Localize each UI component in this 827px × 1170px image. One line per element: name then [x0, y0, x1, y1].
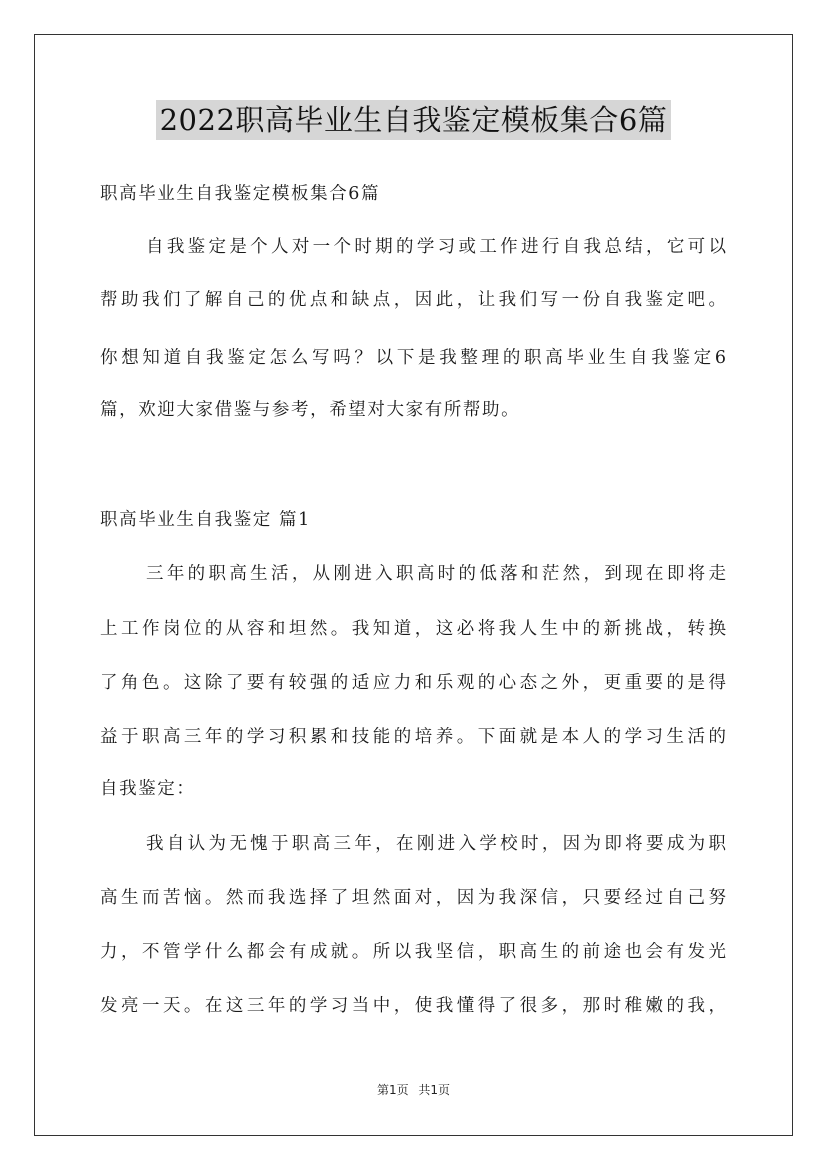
page-number: 第1页	[376, 1083, 409, 1097]
subtitle-line: 职高毕业生自我鉴定模板集合6篇	[100, 184, 381, 204]
page-total: 共1页	[418, 1083, 451, 1097]
intro-line-2: 帮助我们了解自己的优点和缺点，因此，让我们写一份自我鉴定吧。	[100, 290, 726, 310]
body-line-5: 自我鉴定：	[100, 779, 196, 799]
page-footer	[0, 1082, 827, 1098]
body-line-1: 三年的职高生活，从刚进入职高时的低落和茫然，到现在即将走	[146, 564, 726, 584]
intro-line-1: 自我鉴定是个人对一个时期的学习或工作进行自我总结，它可以	[146, 237, 726, 257]
body-line-6: 我自认为无愧于职高三年，在刚进入学校时，因为即将要成为职	[146, 834, 726, 854]
intro-line-4: 篇，欢迎大家借鉴与参考，希望对大家有所帮助。	[100, 400, 521, 420]
intro-line-3: 你想知道自我鉴定怎么写吗？以下是我整理的职高毕业生自我鉴定6	[100, 348, 726, 368]
body-line-3: 了角色。这除了要有较强的适应力和乐观的心态之外，更重要的是得	[100, 673, 726, 693]
body-line-7: 高生而苦恼。然而我选择了坦然面对，因为我深信，只要经过自己努	[100, 888, 726, 908]
body-line-4: 益于职高三年的学习积累和技能的培养。下面就是本人的学习生活的	[100, 727, 726, 747]
document-title: 2022职高毕业生自我鉴定模板集合6篇	[156, 100, 672, 140]
body-line-9: 发亮一天。在这三年的学习当中，使我懂得了很多，那时稚嫩的我，	[100, 996, 726, 1016]
body-line-8: 力，不管学什么都会有成就。所以我坚信，职高生的前途也会有发光	[100, 942, 726, 962]
body-line-2: 上工作岗位的从容和坦然。我知道，这必将我人生中的新挑战，转换	[100, 619, 726, 639]
section-heading: 职高毕业生自我鉴定 篇1	[100, 510, 311, 530]
title-container	[0, 100, 827, 140]
